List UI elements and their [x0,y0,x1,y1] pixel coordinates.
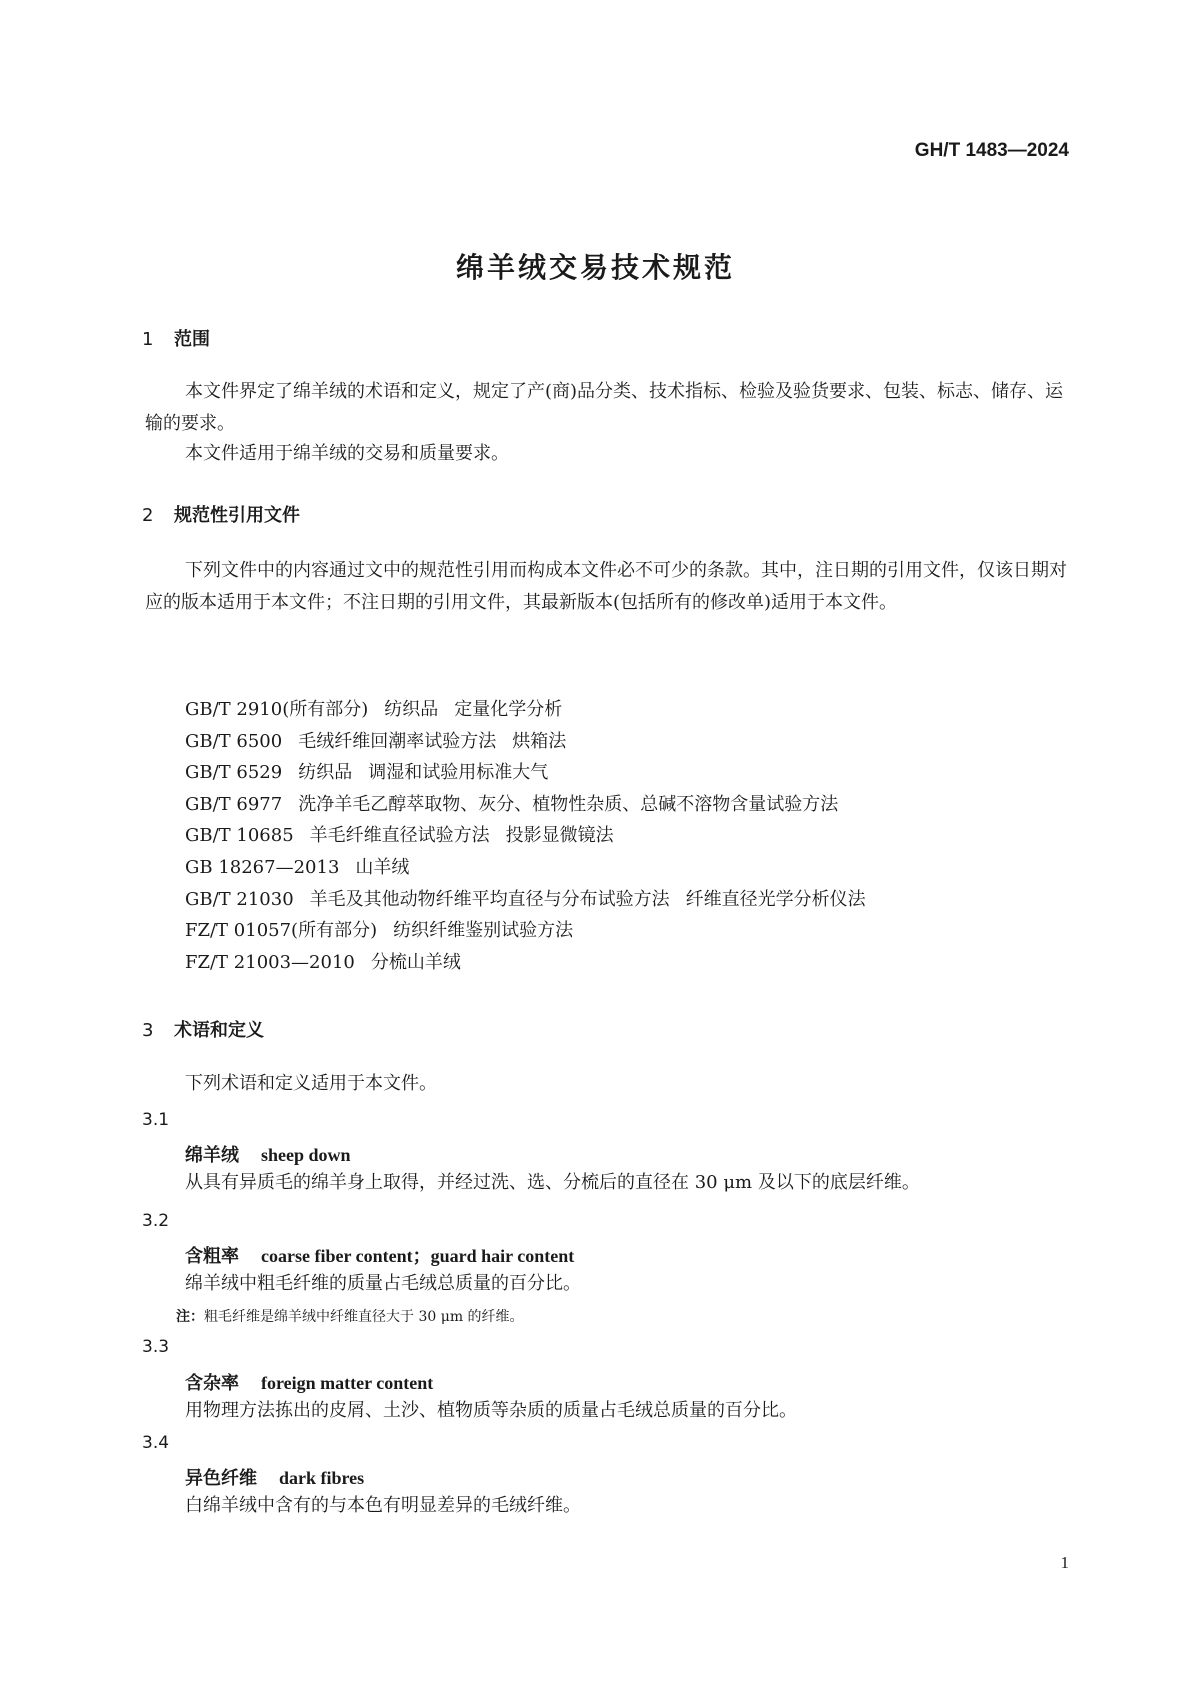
page-number: 1 [1060,1553,1069,1572]
term-number: 3.2 [142,1211,170,1231]
standard-code: GH/T 1483—2024 [914,140,1069,161]
reference-part: 投影显微镜法 [505,825,614,847]
term-definition: 绵羊绒中粗毛纤维的质量占毛绒总质量的百分比。 [185,1273,581,1294]
note-text: 粗毛纤维是绵羊绒中纤维直径大于 30 μm 的纤维。 [204,1309,524,1325]
reference-item [185,947,866,979]
term-number: 3.4 [142,1433,170,1453]
reference-item [185,852,866,884]
term-number: 3.3 [142,1337,170,1357]
reference-title: 纺织品 [384,699,439,720]
reference-title: 毛绒纤维回潮率试验方法 [298,730,497,752]
term-en: sheep down [261,1145,351,1165]
section-title: 规范性引用文件 [174,505,300,526]
reference-code: GB/T 6500 [185,730,283,752]
term-en: coarse fiber content；guard hair content [261,1246,575,1266]
section-3-heading [142,1016,264,1042]
section-2-heading [142,501,300,527]
reference-item [185,726,866,758]
term-en: dark fibres [279,1468,365,1488]
reference-item [185,884,866,916]
term-definition: 用物理方法拣出的皮屑、土沙、植物质等杂质的质量占毛绒总质量的百分比。 [185,1400,797,1421]
term-number: 3.1 [142,1110,170,1130]
reference-part: 调湿和试验用标准大气 [368,762,549,784]
section-number: 2 [142,505,154,526]
reference-title: 纺织品 [298,762,353,784]
term-zh: 含杂率 [185,1373,239,1394]
reference-title: 洗净羊毛乙醇萃取物、灰分、植物性杂质、总碱不溶物含量试验方法 [298,793,839,815]
term-definition: 白绵羊绒中含有的与本色有明显差异的毛绒纤维。 [185,1495,581,1516]
term-en: foreign matter content [261,1373,434,1393]
reference-code: GB 18267—2013 [185,856,340,878]
reference-item [185,694,866,726]
section-number: 1 [142,329,154,350]
note-label: 注： [176,1309,204,1325]
reference-title: 山羊绒 [355,856,410,878]
term-zh: 异色纤维 [185,1468,257,1489]
reference-item [185,757,866,789]
section-1-heading [142,325,210,351]
terms-intro: 下列术语和定义适用于本文件。 [185,1073,437,1094]
term-name [185,1242,574,1268]
reference-code: FZ/T 21003—2010 [185,951,355,973]
term-name [185,1464,364,1490]
section-number: 3 [142,1020,154,1041]
reference-code: FZ/T 01057(所有部分) [185,920,378,942]
document-title: 绵羊绒交易技术规范 [455,251,735,284]
term-name [185,1141,351,1167]
reference-code: GB/T 6977 [185,793,283,815]
reference-code: GB/T 6529 [185,762,283,784]
normative-references-intro: 下列文件中的内容通过文中的规范性引用而构成本文件必不可少的条款。其中，注日期的引用文件，仅该日期对应的版本适用于本文件；不注日期的引用文件，其最新版本(包括所有的修改单)适用于本文件。 [145,560,1067,613]
reference-item [185,915,866,947]
term-definition: 从具有异质毛的绵羊身上取得，并经过洗、选、分梳后的直径在 30 μm 及以下的底层纤维。 [185,1172,920,1193]
reference-title: 纺织纤维鉴别试验方法 [393,920,574,942]
reference-code: GB/T 21030 [185,888,294,910]
section-title: 术语和定义 [174,1020,264,1041]
reference-part: 烘箱法 [512,730,567,752]
reference-part: 定量化学分析 [454,699,563,720]
reference-item [185,789,866,821]
term-note [176,1306,524,1326]
reference-part: 纤维直径光学分析仪法 [685,888,866,910]
scope-paragraph-2: 本文件适用于绵羊绒的交易和质量要求。 [185,443,509,464]
section-title: 范围 [174,329,210,350]
term-name [185,1369,433,1395]
reference-code: GB/T 10685 [185,825,294,847]
reference-title: 羊毛及其他动物纤维平均直径与分布试验方法 [309,888,670,910]
reference-list [185,694,866,978]
term-zh: 含粗率 [185,1246,239,1267]
reference-item [185,820,866,852]
reference-code: GB/T 2910(所有部分) [185,699,369,720]
scope-paragraph-1: 本文件界定了绵羊绒的术语和定义，规定了产(商)品分类、技术指标、检验及验货要求、包装、标志、储存、运输的要求。 [145,381,1064,434]
reference-title: 分梳山羊绒 [370,951,461,973]
term-zh: 绵羊绒 [185,1145,239,1166]
reference-title: 羊毛纤维直径试验方法 [309,825,490,847]
